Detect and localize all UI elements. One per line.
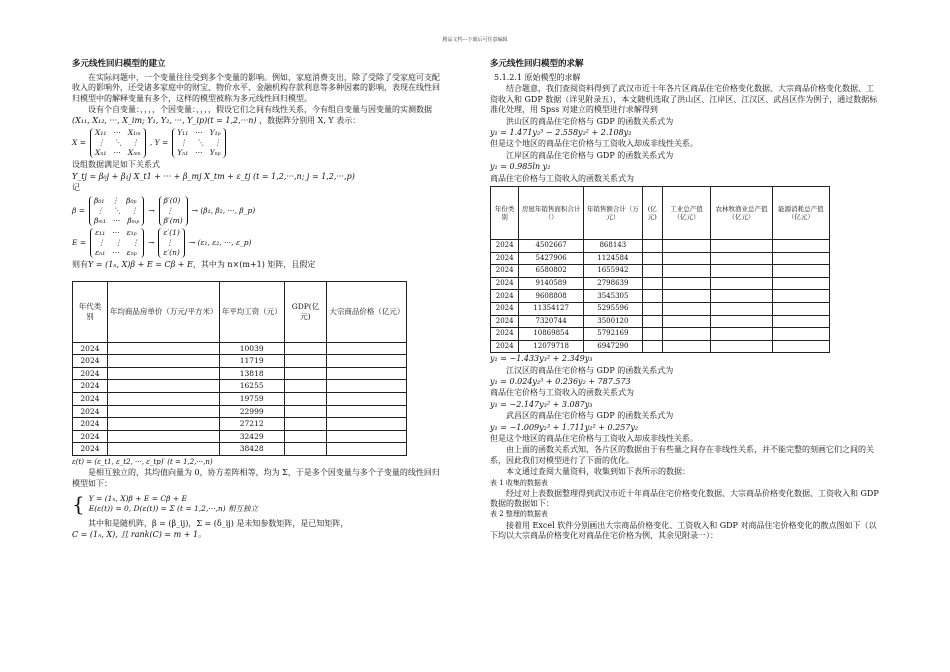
paragraph: 但是这个地区的商品住宅价格与工资收入却成非线性关系。 bbox=[490, 434, 698, 444]
table-row bbox=[73, 380, 407, 393]
table-cell bbox=[662, 265, 710, 278]
table-cell bbox=[642, 239, 662, 252]
table-cell: 22999 bbox=[219, 405, 284, 418]
table-cell: 12079718 bbox=[519, 340, 584, 353]
table-cell bbox=[662, 239, 710, 252]
paragraph: 武昌区的商品住宅价格与 GDP 的函数关系式为 bbox=[506, 411, 674, 421]
formula: y₁ = 1.471y₂³ − 2.558y₂² + 2.108y₂ bbox=[490, 128, 632, 137]
table-cell: 1124584 bbox=[583, 252, 642, 265]
table-cell bbox=[327, 430, 407, 443]
table-cell bbox=[327, 380, 407, 393]
table-cell bbox=[284, 405, 327, 418]
paragraph: 但是这个地区的商品住宅价格与工资收入却成非线性关系。 bbox=[490, 139, 698, 149]
table-cell: 6947290 bbox=[583, 340, 642, 353]
table-cell bbox=[642, 277, 662, 290]
table-cell bbox=[662, 302, 710, 315]
table-header-cell: 工业总产值（亿元） bbox=[662, 186, 710, 239]
table-row bbox=[73, 418, 407, 431]
page-header: 精品文档---下载后可任意编辑 bbox=[442, 37, 508, 43]
table-cell: 2024 bbox=[491, 277, 519, 290]
model-system-body bbox=[89, 494, 258, 514]
left-column bbox=[72, 55, 447, 542]
table-cell bbox=[662, 328, 710, 341]
formula: Y_tj = β₀j + β₁j X_t1 + ··· + β_mj X_tm + ε_tj (t = 1,2,···,n; j = 1,2,···,p) bbox=[72, 171, 355, 181]
table-cell: 2024 bbox=[73, 418, 108, 431]
table-header-cell: GDP(亿元) bbox=[284, 281, 327, 342]
table-cell bbox=[662, 315, 710, 328]
table-cell bbox=[711, 277, 773, 290]
table-cell bbox=[662, 252, 710, 265]
table-cell bbox=[107, 342, 219, 355]
table-cell bbox=[107, 405, 219, 418]
table-cell: 2024 bbox=[491, 302, 519, 315]
table-cell bbox=[327, 443, 407, 456]
table-cell bbox=[642, 340, 662, 353]
formula: Y = (1ₙ, X)β + E = Cβ + E bbox=[88, 494, 188, 504]
table-cell: 2024 bbox=[491, 328, 519, 341]
table-cell bbox=[284, 430, 327, 443]
table-cell: 5295596 bbox=[583, 302, 642, 315]
table-cell: 2024 bbox=[491, 239, 519, 252]
matrix-beta-body: β₀₁ ⋮ β₀ₚ ⋮ ⋱ ⋮ βₘ₁ ··· βₘₚ bbox=[89, 196, 144, 226]
table-cell: 2024 bbox=[491, 315, 519, 328]
table-cell bbox=[107, 355, 219, 368]
table-row bbox=[491, 239, 830, 252]
matrix-x: X₁₁ ··· X₁ₘ ⋮ ⋱ ⋮ Xₙ₁ ··· Xₙₘ bbox=[90, 128, 146, 158]
matrix-e: E = ε₁₁ ··· ε₁ₚ ⋮ ⋮ ⋮ εₙ₁ ··· εₙₚ → ε′(1) ⋮ ε′(n) → (ε₁, ε₂, ···, ε_p) bbox=[72, 227, 252, 258]
text: ，数据阵分别用 X, Y 表示： bbox=[259, 115, 361, 125]
section-title: 多元线性回归模型的建立 bbox=[72, 59, 166, 69]
matrix-e-vec: ε′(1) ⋮ ε′(n) bbox=[158, 228, 184, 258]
table-cell: 9140589 bbox=[519, 277, 584, 290]
formula: y₁ = −1.009y₂³ + 1.711y₂² + 0.257y₂ bbox=[490, 422, 639, 432]
table-cell: 27212 bbox=[219, 418, 284, 431]
table-header-cell: 年均商品房单价（万元/平方米） bbox=[107, 281, 219, 342]
table-row bbox=[491, 290, 830, 303]
table-cell: 11354127 bbox=[519, 302, 584, 315]
table-row bbox=[73, 342, 407, 355]
text: 设有个自变量：，，，，个因变量：，，，，假设它们之间有线性关系，今有组自变量与因变量的实测数据 bbox=[88, 105, 432, 115]
table-cell bbox=[772, 265, 829, 278]
table-row bbox=[491, 252, 830, 265]
table-header-cell: 年销售额合计（万元） bbox=[583, 186, 642, 239]
table-cell: 16255 bbox=[219, 380, 284, 393]
table-cell bbox=[284, 367, 327, 380]
table-cell: 6580802 bbox=[519, 265, 584, 278]
table-cell bbox=[284, 443, 327, 456]
paragraph: 商品住宅价格与工资收入的函数关系式为 bbox=[490, 173, 634, 183]
table-cell bbox=[284, 380, 327, 393]
table-cell bbox=[642, 315, 662, 328]
paragraph bbox=[72, 105, 447, 126]
table-header-cell: 年平均工资（元） bbox=[219, 281, 284, 342]
table-cell bbox=[642, 265, 662, 278]
table-cell bbox=[711, 302, 773, 315]
table-cell bbox=[642, 328, 662, 341]
table-header-cell: 能源消耗总产值（亿元） bbox=[772, 186, 829, 239]
paragraph: 经过对上表数据整理得到武汉市近十年商品住宅价格变化数据、大宗商品价格变化数据、工资收入和 GDP 数据的数据如下： bbox=[490, 488, 879, 509]
paragraph bbox=[72, 260, 447, 270]
table-cell bbox=[642, 290, 662, 303]
table-cell bbox=[711, 290, 773, 303]
table-cell bbox=[772, 328, 829, 341]
table-cell: 9608808 bbox=[519, 290, 584, 303]
table-cell: 2024 bbox=[73, 430, 108, 443]
table-body bbox=[491, 239, 830, 352]
table-row bbox=[491, 315, 830, 328]
table-cell bbox=[107, 380, 219, 393]
formula: (X₁₁, X₁₂, ···, X_im; Y₁, Y₂, ···, Y_ip)(t = 1,2,···n) bbox=[72, 115, 257, 125]
table-cell: 2024 bbox=[73, 342, 108, 355]
matrix-y: Y₁₁ ··· Y₁ₚ ⋮ ⋱ ⋮ Yₙ₁ ··· Yₙₚ bbox=[172, 128, 226, 158]
table-cell bbox=[772, 277, 829, 290]
formula: y₁ = −2.147y₃² + 3.087y₃ bbox=[490, 399, 593, 409]
paragraph: 由上面的函数关系式知，各片区的数据由于有些量之间存在非线性关系，并不能完整的刻画它们之间的关系，因此我们对模型进行了下面的优化。 bbox=[490, 445, 874, 465]
table-cell bbox=[642, 302, 662, 315]
table-cell: 5792169 bbox=[583, 328, 642, 341]
table-cell: 2024 bbox=[491, 252, 519, 265]
formula: E(ε(t)) = 0, D(ε(t)) = Σ (t = 1,2,···,n) 相互独立 bbox=[88, 503, 259, 513]
paragraph: 记 bbox=[72, 183, 80, 193]
paragraph: 江汉区的商品住宅价格与 GDP 的函数关系式为 bbox=[506, 365, 674, 375]
table-cell bbox=[711, 239, 773, 252]
formula: C = (1ₙ, X), 且 rank(C) = m + 1。 bbox=[72, 530, 207, 540]
table-cell: 5427906 bbox=[519, 252, 584, 265]
table-cell: 13818 bbox=[219, 367, 284, 380]
table-cell: 4502667 bbox=[519, 239, 584, 252]
table-cell: 2024 bbox=[491, 290, 519, 303]
formula: y₁ = 0.985ln y₂ bbox=[490, 162, 551, 172]
table-cell: 7320744 bbox=[519, 315, 584, 328]
table-row bbox=[491, 302, 830, 315]
paragraph: 本文通过查阅大量资料，收集到如下表所示的数据： bbox=[506, 467, 690, 477]
table-row bbox=[73, 443, 407, 456]
paragraph: 接着用 Excel 软件分别画出大宗商品价格变化、工资收入和 GDP 对商品住宅价格变化的散点图如下（以下均以大宗商品价格变化对商品住宅价格为例，其余见附录一）： bbox=[490, 520, 877, 540]
paragraph: 设组数据满足如下关系式 bbox=[72, 160, 160, 170]
table-cell bbox=[327, 355, 407, 368]
table-cell bbox=[327, 342, 407, 355]
table-house-price bbox=[72, 281, 407, 456]
table-cell bbox=[284, 342, 327, 355]
table-cell: 1655942 bbox=[583, 265, 642, 278]
table-cell bbox=[327, 418, 407, 431]
table-cell: 38428 bbox=[219, 443, 284, 456]
table-cell: 10869854 bbox=[519, 328, 584, 341]
model-system: { Y = (1ₙ, X)β + E = Cβ + E E(ε(t)) = 0, D(ε(t)) = Σ (t = 1,2,···,n) 相互独立 bbox=[72, 491, 259, 516]
table-header-cell: 农林牧渔业总产值（亿元） bbox=[711, 186, 773, 239]
table-caption: 表 2 整理的数据表 bbox=[490, 510, 548, 519]
table-row bbox=[491, 265, 830, 278]
table-caption: 表 1 收集的数据表 bbox=[490, 478, 548, 487]
formula: → (ε₁, ε₂, ···, ε_p) bbox=[188, 238, 252, 248]
table-cell: 2024 bbox=[73, 443, 108, 456]
table-header-cell: 房屋年销售面积合计（） bbox=[519, 186, 584, 239]
table-cell bbox=[662, 290, 710, 303]
table-cell bbox=[284, 418, 327, 431]
table-row bbox=[73, 355, 407, 368]
table-cell bbox=[711, 340, 773, 353]
table-cell bbox=[284, 393, 327, 406]
table-cell bbox=[772, 315, 829, 328]
table-cell bbox=[662, 277, 710, 290]
table-cell: 2024 bbox=[73, 405, 108, 418]
table-cell bbox=[107, 443, 219, 456]
matrix-beta: β = β₀₁ ⋮ β₀ₚ ⋮ ⋱ ⋮ βₘ₁ ··· βₘₚ → β′(0) ⋮ β′(m) → (β₁, β₂, ···, β_p) bbox=[72, 195, 256, 225]
table-cell bbox=[107, 418, 219, 431]
table-cell bbox=[327, 405, 407, 418]
table-cell bbox=[107, 393, 219, 406]
paragraph: 商品住宅价格与工资收入的函数关系式为 bbox=[490, 388, 634, 398]
table-header-cell: 年代类别 bbox=[73, 281, 108, 342]
formula: y₁ = 0.024y₂³ + 0.236y₂ + 787.573 bbox=[490, 377, 631, 387]
table-cell: 868143 bbox=[583, 239, 642, 252]
table-row bbox=[73, 430, 407, 443]
table-cell bbox=[772, 290, 829, 303]
table-row bbox=[491, 328, 830, 341]
matrix-beta-vec: β′(0) ⋮ β′(m) bbox=[159, 196, 188, 226]
table-header-cell: 年份类别 bbox=[491, 186, 519, 239]
table-row bbox=[73, 367, 407, 380]
table-cell: 2798639 bbox=[583, 277, 642, 290]
paragraph: 在实际问题中，一个变量往往受到多个变量的影响。例如，家庭消费支出，除了受除了受家庭可支配收入的影响外，还受诸多家庭中的财宝、物价水平、金融机构存款利息等多种因素的影响，表现在线性回归模型中的解释变量有多个，这样的模型被称为多元线性回归模型。 bbox=[72, 73, 440, 103]
table-cell bbox=[711, 265, 773, 278]
table-cell bbox=[327, 393, 407, 406]
paragraph: 是相互独立的，其均值向量为 0，协方差阵相等，均为 Σ，于是多个因变量与多个子变量的线性回归模型如下： bbox=[72, 468, 440, 488]
table-cell: 32429 bbox=[219, 430, 284, 443]
table-cell bbox=[107, 367, 219, 380]
table-cell bbox=[772, 252, 829, 265]
table-cell: 2024 bbox=[73, 355, 108, 368]
table-cell bbox=[327, 367, 407, 380]
table-row bbox=[491, 277, 830, 290]
paragraph: 其中和是随机阵，β = (β_ij)，Σ = (δ_ij) 是未知参数矩阵，是已知矩阵， bbox=[88, 518, 349, 528]
table-cell bbox=[711, 315, 773, 328]
table-row bbox=[73, 405, 407, 418]
table-cell bbox=[662, 340, 710, 353]
table-cell: 2024 bbox=[73, 367, 108, 380]
table-cell: 10039 bbox=[219, 342, 284, 355]
paragraph: 结合题意，我们查阅资料得到了武汉市近十年各片区商品住宅价格变化数据、大宗商品价格变化数据、工资收入和 GDP 数据（详见附录五），本文随机选取了洪山区、江岸区、江汉区、武昌区作为例子，通过数据标准化处理，用 Spss 对建立的模型进行求解得到 bbox=[490, 84, 878, 115]
table-cell bbox=[772, 340, 829, 353]
table-cell: 3545305 bbox=[583, 290, 642, 303]
table-cell bbox=[772, 239, 829, 252]
table-cell bbox=[284, 355, 327, 368]
formula: → (β₁, β₂, ···, β_p) bbox=[191, 205, 256, 215]
text: ，其中为 n×(m+1) 矩阵，且假定 bbox=[192, 260, 316, 270]
table-cell: 2024 bbox=[491, 340, 519, 353]
table-cell: 2024 bbox=[491, 265, 519, 278]
paragraph: 江岸区的商品住宅价格与 GDP 的函数关系式为 bbox=[506, 150, 674, 160]
table-row bbox=[491, 340, 830, 353]
table-body bbox=[73, 342, 407, 455]
paragraph: 洪山区的商品住宅价格与 GDP 的函数关系式为 bbox=[506, 116, 674, 126]
table-cell: 2024 bbox=[73, 393, 108, 406]
table-header-cell: 大宗商品价格（亿元） bbox=[327, 281, 407, 342]
formula: Y = (1ₙ, X)β + E = Cβ + E bbox=[88, 260, 193, 270]
table-cell: 3500120 bbox=[583, 315, 642, 328]
table-cell bbox=[107, 430, 219, 443]
table-cell bbox=[711, 252, 773, 265]
text: 则有 bbox=[72, 260, 88, 270]
table-row bbox=[73, 393, 407, 406]
table-cell bbox=[772, 302, 829, 315]
table-cell: 19759 bbox=[219, 393, 284, 406]
table-cell: 2024 bbox=[73, 380, 108, 393]
table-cell bbox=[711, 328, 773, 341]
formula: y₁ = −1.433y₃² + 2.349y₃ bbox=[490, 354, 593, 364]
matrix-e-body: ε₁₁ ··· ε₁ₚ ⋮ ⋮ ⋮ εₙ₁ ··· εₙₚ bbox=[90, 228, 144, 258]
table-cell: 11719 bbox=[219, 355, 284, 368]
subsection-title: 5.1.2.1 原始模型的求解 bbox=[494, 73, 581, 83]
section-title: 多元线性回归模型的求解 bbox=[490, 59, 584, 69]
table-cell bbox=[642, 252, 662, 265]
table-header-cell: (亿元) bbox=[642, 186, 662, 239]
table-sales bbox=[490, 186, 830, 353]
right-column bbox=[490, 55, 880, 542]
formula: ε(t) = (ε_t1, ε_t2, ···, ε_tp)′ (t = 1,2,···,n) bbox=[72, 458, 213, 467]
matrix-xy: X = X₁₁ ··· X₁ₘ ⋮ ⋱ ⋮ Xₙ₁ ··· Xₙₘ , Y = Y₁₁ ··· Y₁ₚ ⋮ ⋱ ⋮ Yₙ₁ ··· Yₙₚ bbox=[72, 128, 447, 158]
